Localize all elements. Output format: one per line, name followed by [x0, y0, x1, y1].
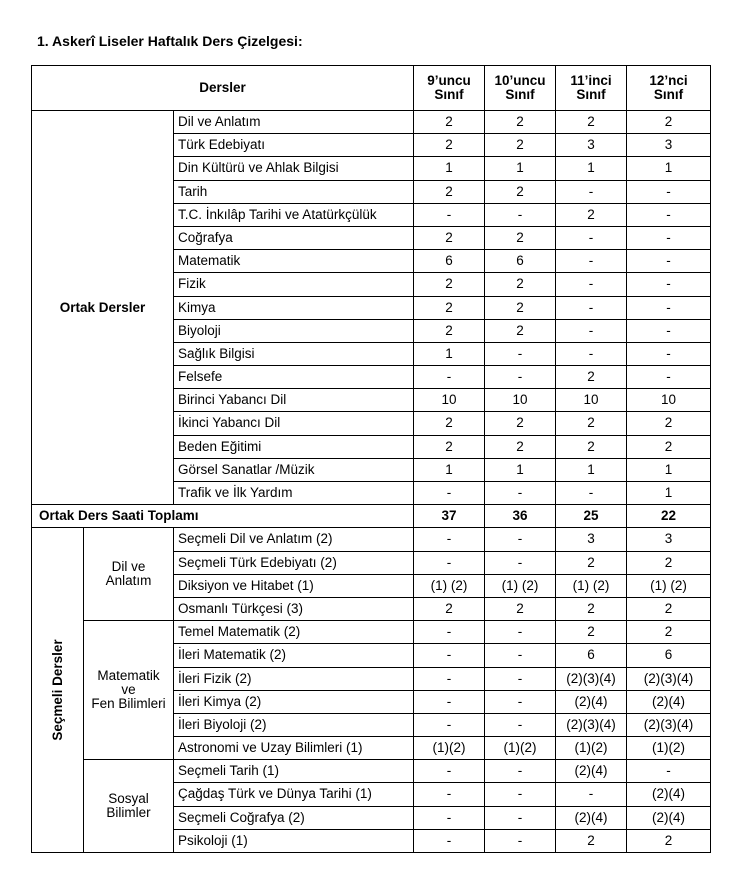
course-name: Seçmeli Türk Edebiyatı (2): [174, 551, 414, 574]
hours-cell: 2: [414, 273, 485, 296]
hours-cell: -: [627, 226, 711, 249]
course-name: Çağdaş Türk ve Dünya Tarihi (1): [174, 783, 414, 806]
course-name: İleri Matematik (2): [174, 644, 414, 667]
hours-cell: -: [556, 250, 627, 273]
hours-cell: 2: [485, 134, 556, 157]
hours-cell: 2: [485, 111, 556, 134]
hours-cell: 2: [627, 829, 711, 852]
header-grade-11: [556, 66, 627, 111]
hours-cell: 2: [556, 551, 627, 574]
hours-cell: (1) (2): [556, 574, 627, 597]
hours-cell: 2: [556, 111, 627, 134]
hours-cell: 1: [414, 342, 485, 365]
hours-cell: 10: [627, 389, 711, 412]
course-name: Matematik: [174, 250, 414, 273]
hours-cell: (2)(4): [556, 806, 627, 829]
hours-cell: 2: [627, 435, 711, 458]
total-label: Ortak Ders Saati Toplamı: [32, 505, 414, 528]
hours-cell: 1: [485, 458, 556, 481]
header-grade-12: [627, 66, 711, 111]
hours-cell: -: [485, 551, 556, 574]
hours-cell: 3: [556, 528, 627, 551]
hours-cell: 2: [414, 226, 485, 249]
grade-label: 10’uncu: [494, 72, 546, 88]
course-name: Diksiyon ve Hitabet (1): [174, 574, 414, 597]
hours-cell: -: [485, 621, 556, 644]
grade-sinif: Sınıf: [434, 87, 464, 102]
course-row: [32, 111, 711, 134]
hours-cell: 2: [485, 226, 556, 249]
hours-cell: (1) (2): [627, 574, 711, 597]
hours-cell: -: [485, 366, 556, 389]
hours-cell: -: [414, 783, 485, 806]
course-name: Din Kültürü ve Ahlak Bilgisi: [174, 157, 414, 180]
group-label-line: Dil ve: [111, 559, 146, 575]
hours-cell: 2: [627, 111, 711, 134]
hours-cell: 2: [414, 180, 485, 203]
total-value: 22: [627, 505, 711, 528]
grade-label: 12’nci: [649, 72, 688, 88]
hours-cell: (1)(2): [556, 737, 627, 760]
hours-cell: -: [627, 366, 711, 389]
hours-cell: (2)(4): [627, 690, 711, 713]
hours-cell: (1)(2): [414, 737, 485, 760]
grade-sinif: Sınıf: [576, 87, 606, 102]
hours-cell: 2: [556, 412, 627, 435]
hours-cell: -: [556, 482, 627, 505]
hours-cell: -: [485, 783, 556, 806]
hours-cell: 3: [556, 134, 627, 157]
hours-cell: 6: [556, 644, 627, 667]
hours-cell: 1: [627, 157, 711, 180]
course-name: İkinci Yabancı Dil: [174, 412, 414, 435]
secmeli-dersler-cell: [32, 528, 84, 853]
course-name: Astronomi ve Uzay Bilimleri (1): [174, 737, 414, 760]
hours-cell: 1: [556, 458, 627, 481]
group-label-line: Sosyal: [108, 790, 149, 806]
hours-cell: -: [627, 250, 711, 273]
course-name: Sağlık Bilgisi: [174, 342, 414, 365]
group-label-line: Anlatım: [105, 573, 152, 589]
hours-cell: (2)(4): [556, 760, 627, 783]
hours-cell: (2)(3)(4): [627, 667, 711, 690]
hours-cell: -: [414, 551, 485, 574]
hours-cell: 2: [627, 621, 711, 644]
course-name: Beden Eğitimi: [174, 435, 414, 458]
grade-sinif: Sınıf: [653, 87, 684, 102]
hours-cell: -: [556, 226, 627, 249]
hours-cell: 1: [627, 458, 711, 481]
course-name: Kimya: [174, 296, 414, 319]
total-value: 37: [414, 505, 485, 528]
grade-label: 9’uncu: [427, 72, 471, 88]
hours-cell: -: [485, 342, 556, 365]
hours-cell: 2: [414, 134, 485, 157]
hours-cell: 6: [485, 250, 556, 273]
header-row: [32, 66, 711, 111]
hours-cell: -: [627, 319, 711, 342]
weekly-schedule-table: [31, 65, 711, 853]
hours-cell: -: [414, 829, 485, 852]
hours-cell: 1: [627, 482, 711, 505]
hours-cell: 2: [414, 435, 485, 458]
hours-cell: -: [485, 690, 556, 713]
elective-group-label: [84, 528, 174, 621]
hours-cell: -: [414, 528, 485, 551]
course-name: Tarih: [174, 180, 414, 203]
hours-cell: 1: [485, 157, 556, 180]
course-name: Psikoloji (1): [174, 829, 414, 852]
total-value: 25: [556, 505, 627, 528]
hours-cell: 3: [627, 528, 711, 551]
total-value: 36: [485, 505, 556, 528]
hours-cell: -: [485, 760, 556, 783]
hours-cell: 2: [556, 829, 627, 852]
hours-cell: -: [556, 342, 627, 365]
course-name: Trafik ve İlk Yardım: [174, 482, 414, 505]
hours-cell: -: [414, 667, 485, 690]
hours-cell: -: [414, 366, 485, 389]
hours-cell: -: [485, 203, 556, 226]
course-name: T.C. İnkılâp Tarihi ve Atatürkçülük: [174, 203, 414, 226]
hours-cell: 3: [627, 134, 711, 157]
hours-cell: -: [414, 713, 485, 736]
course-name: Seçmeli Tarih (1): [174, 760, 414, 783]
course-name: Temel Matematik (2): [174, 621, 414, 644]
hours-cell: -: [556, 273, 627, 296]
hours-cell: 2: [556, 203, 627, 226]
course-name: İleri Biyoloji (2): [174, 713, 414, 736]
elective-group-label: [84, 760, 174, 853]
course-name: Dil ve Anlatım: [174, 111, 414, 134]
page-title: 1. Askerî Liseler Haftalık Ders Çizelgesi:: [37, 33, 303, 49]
hours-cell: -: [414, 806, 485, 829]
hours-cell: -: [485, 713, 556, 736]
course-name: İleri Kimya (2): [174, 690, 414, 713]
hours-cell: (1)(2): [485, 737, 556, 760]
grade-label: 11’inci: [570, 72, 612, 88]
course-name: Coğrafya: [174, 226, 414, 249]
hours-cell: (2)(3)(4): [556, 667, 627, 690]
hours-cell: -: [414, 482, 485, 505]
hours-cell: -: [485, 667, 556, 690]
header-grade-9: [414, 66, 485, 111]
hours-cell: 1: [556, 157, 627, 180]
ortak-dersler-label: Ortak Dersler: [32, 111, 174, 505]
hours-cell: 1: [414, 458, 485, 481]
hours-cell: 1: [414, 157, 485, 180]
hours-cell: 10: [414, 389, 485, 412]
header-dersler: Dersler: [32, 66, 414, 111]
hours-cell: 2: [414, 597, 485, 620]
group-label-line: Fen Bilimleri: [91, 696, 166, 712]
secmeli-dersler-label: Seçmeli Dersler: [49, 639, 65, 741]
hours-cell: -: [414, 621, 485, 644]
hours-cell: -: [627, 296, 711, 319]
course-name: Fizik: [174, 273, 414, 296]
hours-cell: 2: [485, 273, 556, 296]
hours-cell: (2)(4): [556, 690, 627, 713]
hours-cell: -: [485, 644, 556, 667]
hours-cell: 2: [485, 296, 556, 319]
hours-cell: (2)(4): [627, 806, 711, 829]
hours-cell: 2: [414, 412, 485, 435]
hours-cell: 2: [627, 597, 711, 620]
hours-cell: 6: [627, 644, 711, 667]
hours-cell: 2: [485, 412, 556, 435]
hours-cell: -: [485, 528, 556, 551]
course-name: İleri Fizik (2): [174, 667, 414, 690]
hours-cell: -: [627, 342, 711, 365]
hours-cell: -: [556, 180, 627, 203]
hours-cell: -: [485, 829, 556, 852]
hours-cell: 10: [485, 389, 556, 412]
course-name: Seçmeli Coğrafya (2): [174, 806, 414, 829]
total-row: [32, 505, 711, 528]
hours-cell: 2: [627, 551, 711, 574]
hours-cell: -: [414, 644, 485, 667]
hours-cell: 2: [485, 319, 556, 342]
group-label-line: ve: [121, 682, 136, 698]
hours-cell: 2: [485, 180, 556, 203]
hours-cell: (2)(3)(4): [627, 713, 711, 736]
hours-cell: 2: [556, 435, 627, 458]
hours-cell: (1) (2): [485, 574, 556, 597]
hours-cell: 2: [556, 366, 627, 389]
hours-cell: 2: [556, 621, 627, 644]
hours-cell: (2)(4): [627, 783, 711, 806]
hours-cell: -: [627, 760, 711, 783]
hours-cell: (2)(3)(4): [556, 713, 627, 736]
course-name: Türk Edebiyatı: [174, 134, 414, 157]
hours-cell: -: [556, 319, 627, 342]
hours-cell: -: [414, 690, 485, 713]
hours-cell: -: [627, 180, 711, 203]
course-name: Felsefe: [174, 366, 414, 389]
course-name: Seçmeli Dil ve Anlatım (2): [174, 528, 414, 551]
group-label-line: Bilimler: [106, 805, 151, 821]
elective-group-label: [84, 621, 174, 760]
course-name: Osmanlı Türkçesi (3): [174, 597, 414, 620]
hours-cell: 2: [556, 597, 627, 620]
course-name: Biyoloji: [174, 319, 414, 342]
hours-cell: -: [414, 760, 485, 783]
hours-cell: (1)(2): [627, 737, 711, 760]
header-grade-10: [485, 66, 556, 111]
hours-cell: 2: [627, 412, 711, 435]
hours-cell: (1) (2): [414, 574, 485, 597]
grade-sinif: Sınıf: [505, 87, 535, 102]
elective-row: [32, 528, 711, 551]
hours-cell: 2: [414, 296, 485, 319]
elective-row: [32, 760, 711, 783]
hours-cell: -: [627, 273, 711, 296]
hours-cell: 2: [485, 435, 556, 458]
hours-cell: 6: [414, 250, 485, 273]
hours-cell: 2: [414, 319, 485, 342]
hours-cell: 10: [556, 389, 627, 412]
hours-cell: 2: [485, 597, 556, 620]
course-name: Birinci Yabancı Dil: [174, 389, 414, 412]
elective-row: [32, 621, 711, 644]
group-label-line: Matematik: [97, 667, 160, 683]
course-name: Görsel Sanatlar /Müzik: [174, 458, 414, 481]
hours-cell: -: [627, 203, 711, 226]
hours-cell: -: [414, 203, 485, 226]
hours-cell: -: [556, 783, 627, 806]
hours-cell: -: [485, 482, 556, 505]
hours-cell: -: [485, 806, 556, 829]
hours-cell: 2: [414, 111, 485, 134]
hours-cell: -: [556, 296, 627, 319]
